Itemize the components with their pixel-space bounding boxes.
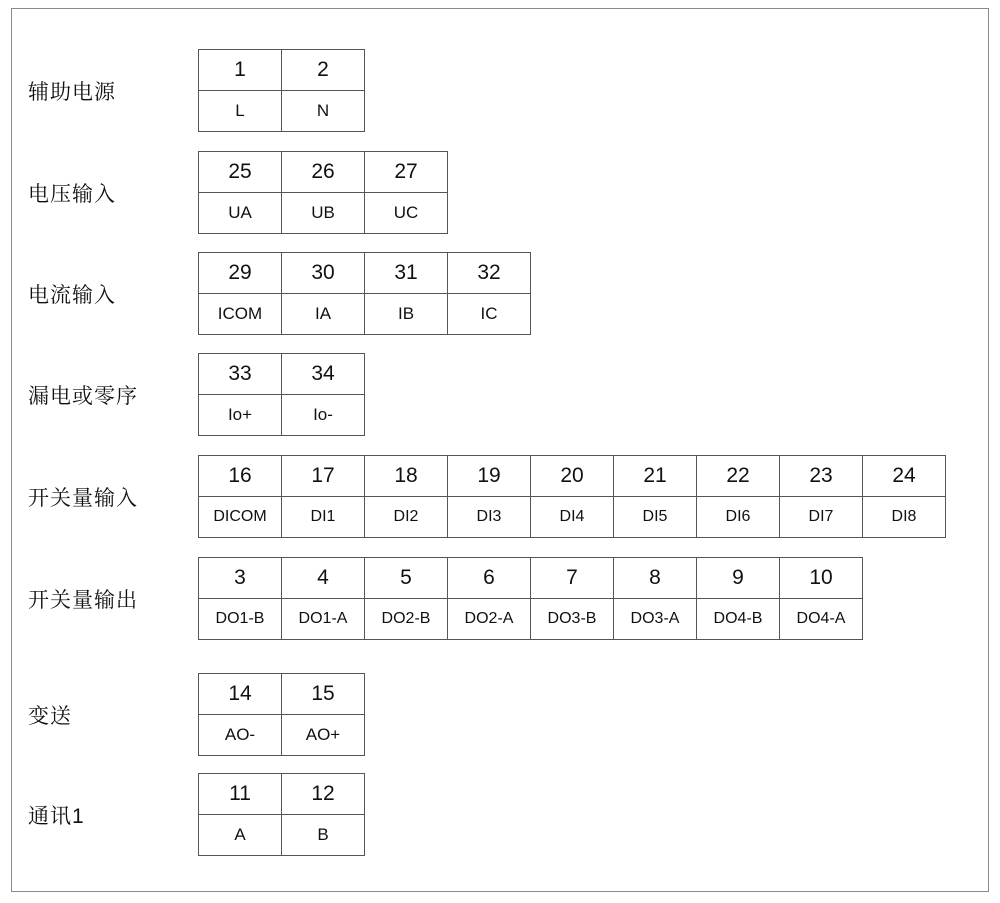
terminal-name: N xyxy=(282,91,365,132)
terminal-number: 2 xyxy=(282,50,365,91)
terminal-number: 1 xyxy=(199,50,282,91)
terminal-table-communication-1 xyxy=(198,773,365,856)
terminal-number: 17 xyxy=(282,456,365,497)
terminal-name: IC xyxy=(448,294,531,335)
terminal-block-communication-1 xyxy=(28,773,365,856)
terminal-name: B xyxy=(282,815,365,856)
block-label-digital-input: 开关量输入 xyxy=(28,486,138,510)
terminal-number: 22 xyxy=(697,456,780,497)
terminal-name: DO3-A xyxy=(614,599,697,640)
block-label-voltage-input: 电压输入 xyxy=(28,182,116,206)
terminal-name: DI6 xyxy=(697,497,780,538)
terminal-number: 29 xyxy=(199,253,282,294)
terminal-number: 18 xyxy=(365,456,448,497)
terminal-number: 21 xyxy=(614,456,697,497)
terminal-number: 12 xyxy=(282,774,365,815)
terminal-name: DI4 xyxy=(531,497,614,538)
terminal-number: 20 xyxy=(531,456,614,497)
terminal-name: DO2-B xyxy=(365,599,448,640)
terminal-number: 19 xyxy=(448,456,531,497)
terminal-number: 6 xyxy=(448,558,531,599)
terminal-number: 4 xyxy=(282,558,365,599)
terminal-table-current-input xyxy=(198,252,531,335)
terminal-table-leakage xyxy=(198,353,365,436)
terminal-name: DI7 xyxy=(780,497,863,538)
terminal-number: 15 xyxy=(282,674,365,715)
terminal-block-voltage-input xyxy=(28,151,448,234)
terminal-name: DI2 xyxy=(365,497,448,538)
terminal-name: Io+ xyxy=(199,395,282,436)
block-label-current-input: 电流输入 xyxy=(28,283,116,307)
terminal-name: DI3 xyxy=(448,497,531,538)
terminal-name: IA xyxy=(282,294,365,335)
diagram-frame xyxy=(11,8,989,892)
terminal-number: 32 xyxy=(448,253,531,294)
terminal-number: 33 xyxy=(199,354,282,395)
terminal-number: 3 xyxy=(199,558,282,599)
terminal-name: DI5 xyxy=(614,497,697,538)
terminal-number: 31 xyxy=(365,253,448,294)
terminal-table-voltage-input xyxy=(198,151,448,234)
terminal-number: 24 xyxy=(863,456,946,497)
terminal-number: 25 xyxy=(199,152,282,193)
terminal-block-current-input xyxy=(28,252,531,335)
terminal-block-leakage xyxy=(28,353,365,436)
terminal-number: 30 xyxy=(282,253,365,294)
terminal-name: AO- xyxy=(199,715,282,756)
terminal-name: DO4-B xyxy=(697,599,780,640)
terminal-name: DO4-A xyxy=(780,599,863,640)
terminal-name: L xyxy=(199,91,282,132)
terminal-number: 7 xyxy=(531,558,614,599)
terminal-block-aux-power xyxy=(28,49,365,132)
terminal-number: 23 xyxy=(780,456,863,497)
terminal-number: 5 xyxy=(365,558,448,599)
block-label-transmitter: 变送 xyxy=(28,704,72,728)
terminal-block-digital-output xyxy=(28,557,863,640)
terminal-name: AO+ xyxy=(282,715,365,756)
terminal-name: DO2-A xyxy=(448,599,531,640)
terminal-name: UC xyxy=(365,193,448,234)
terminal-number: 9 xyxy=(697,558,780,599)
terminal-number: 11 xyxy=(199,774,282,815)
terminal-number: 8 xyxy=(614,558,697,599)
terminal-name: DI8 xyxy=(863,497,946,538)
terminal-number: 27 xyxy=(365,152,448,193)
terminal-name: DI1 xyxy=(282,497,365,538)
terminal-number: 26 xyxy=(282,152,365,193)
terminal-name: DO3-B xyxy=(531,599,614,640)
block-label-aux-power: 辅助电源 xyxy=(28,80,116,104)
terminal-table-digital-output xyxy=(198,557,863,640)
terminal-number: 14 xyxy=(199,674,282,715)
terminal-name: ICOM xyxy=(199,294,282,335)
terminal-number: 10 xyxy=(780,558,863,599)
terminal-name: Io- xyxy=(282,395,365,436)
terminal-name: A xyxy=(199,815,282,856)
terminal-name: DICOM xyxy=(199,497,282,538)
terminal-name: DO1-B xyxy=(199,599,282,640)
terminal-block-transmitter xyxy=(28,673,365,756)
terminal-table-transmitter xyxy=(198,673,365,756)
terminal-number: 16 xyxy=(199,456,282,497)
terminal-name: IB xyxy=(365,294,448,335)
terminal-name: DO1-A xyxy=(282,599,365,640)
terminal-number: 34 xyxy=(282,354,365,395)
block-label-leakage: 漏电或零序 xyxy=(28,384,138,408)
block-label-digital-output: 开关量输出 xyxy=(28,588,138,612)
terminal-table-digital-input xyxy=(198,455,946,538)
terminal-table-aux-power xyxy=(198,49,365,132)
terminal-name: UA xyxy=(199,193,282,234)
block-label-communication-1: 通讯1 xyxy=(28,804,85,828)
terminal-name: UB xyxy=(282,193,365,234)
terminal-block-digital-input xyxy=(28,455,946,538)
